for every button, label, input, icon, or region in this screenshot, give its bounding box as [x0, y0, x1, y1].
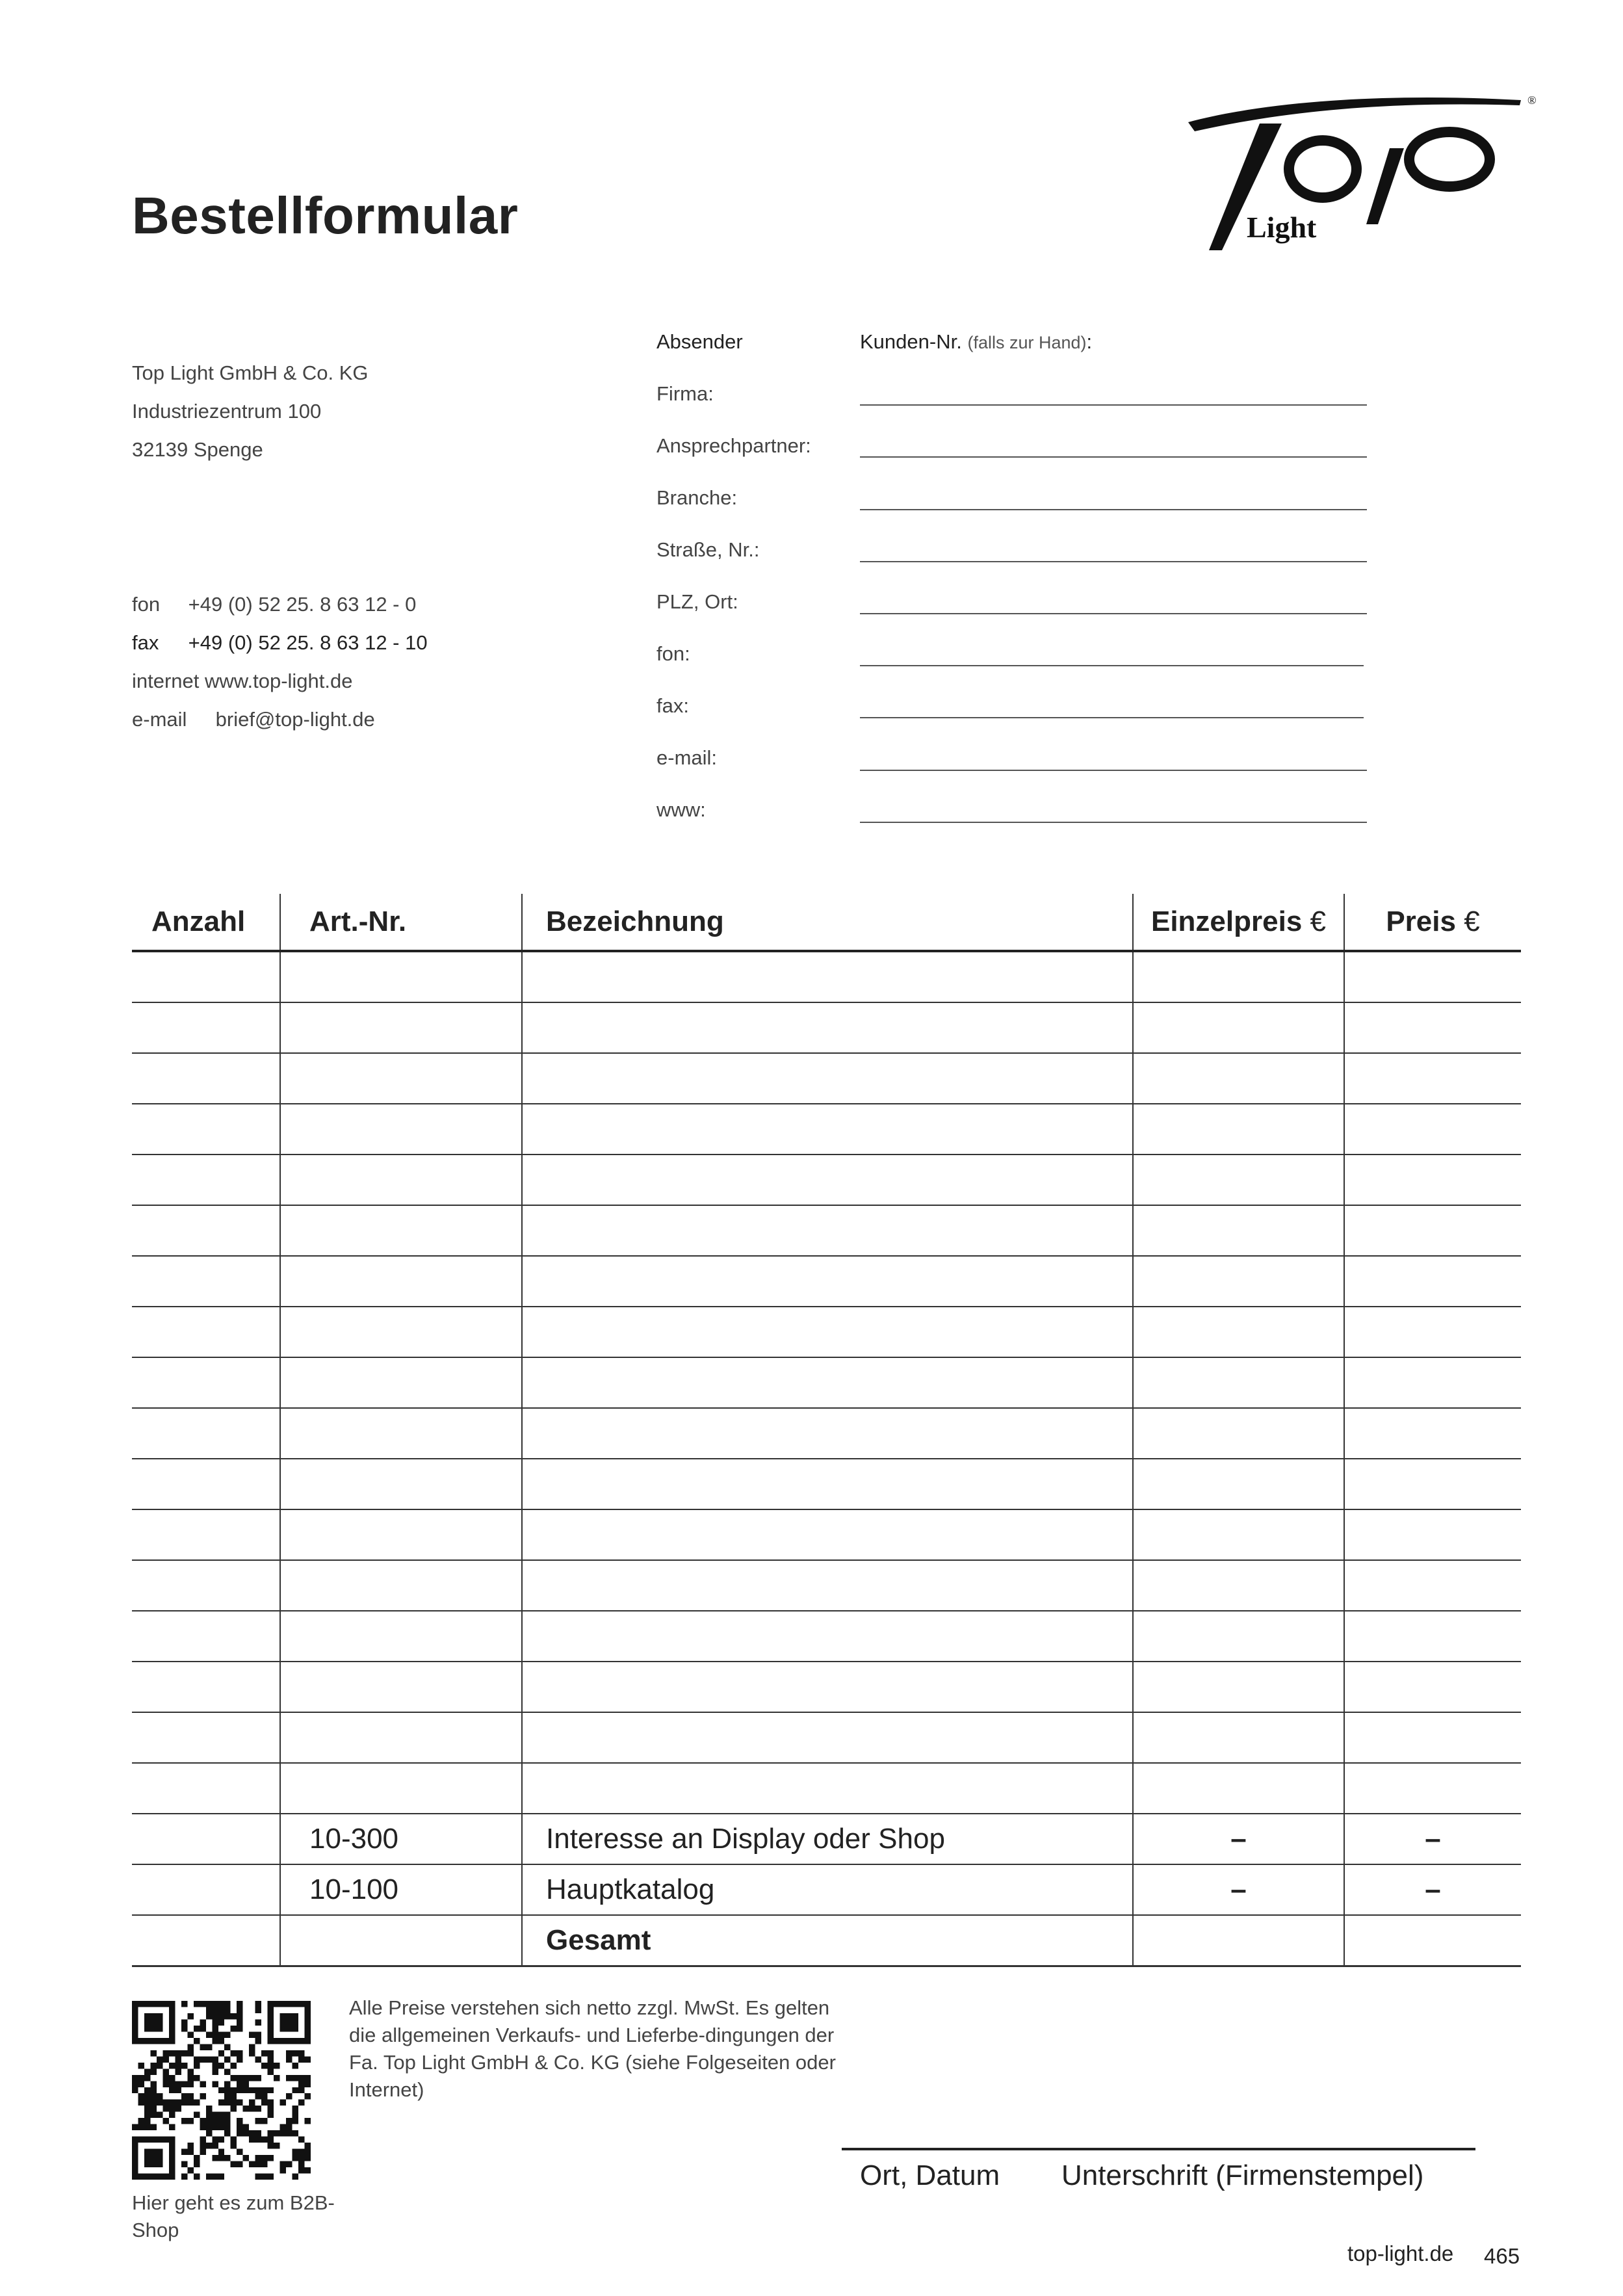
cell-artnr[interactable] — [280, 1509, 522, 1560]
contact-value: +49 (0) 52 25. 8 63 12 - 10 — [188, 631, 428, 654]
cell-artnr[interactable] — [280, 1459, 522, 1509]
cell-artnr[interactable] — [280, 1053, 522, 1104]
cell-artnr[interactable] — [280, 1763, 522, 1814]
cell-einzelpreis[interactable] — [1133, 1205, 1344, 1256]
cell-einzelpreis[interactable] — [1133, 1712, 1344, 1763]
contact-value: brief@top-light.de — [215, 708, 375, 731]
contact-fon — [132, 593, 416, 616]
table-row — [132, 1611, 1521, 1662]
contact-key: internet — [132, 670, 200, 692]
table-row — [132, 1459, 1521, 1509]
cell-preis[interactable] — [1344, 1459, 1521, 1509]
cell-preis[interactable] — [1344, 1509, 1521, 1560]
cell-preis[interactable] — [1344, 1560, 1521, 1611]
customer-no-label — [860, 330, 1092, 354]
table-row — [132, 1053, 1521, 1104]
euro-sign: € — [1310, 906, 1327, 937]
cell-preis[interactable] — [1344, 1256, 1521, 1307]
cell-bezeichnung[interactable] — [522, 1357, 1133, 1408]
contact-internet — [132, 670, 352, 693]
cell-anzahl — [132, 1915, 280, 1966]
cell-einzelpreis: – — [1133, 1864, 1344, 1915]
cell-bezeichnung[interactable] — [522, 1509, 1133, 1560]
cell-anzahl[interactable] — [132, 1155, 280, 1205]
table-header-row — [132, 894, 1521, 951]
cell-bezeichnung[interactable] — [522, 1002, 1133, 1053]
cell-preis[interactable] — [1344, 1662, 1521, 1712]
table-row — [132, 1002, 1521, 1053]
header-anzahl: Anzahl — [132, 894, 280, 951]
cell-anzahl[interactable] — [132, 1864, 280, 1915]
logo-sub: Light — [1247, 211, 1317, 244]
field-line-branche[interactable] — [860, 509, 1367, 510]
cell-preis: – — [1344, 1814, 1521, 1864]
cell-artnr[interactable] — [280, 1408, 522, 1459]
cell-artnr[interactable] — [280, 951, 522, 1002]
cell-anzahl[interactable] — [132, 1104, 280, 1155]
cell-einzelpreis[interactable] — [1133, 1155, 1344, 1205]
field-label-email: e-mail: — [656, 746, 718, 769]
total-value[interactable] — [1344, 1915, 1521, 1966]
field-line-www[interactable] — [860, 822, 1367, 823]
cell-anzahl[interactable] — [132, 1307, 280, 1357]
table-row — [132, 1205, 1521, 1256]
field-label-plz-ort: PLZ, Ort: — [656, 590, 738, 613]
cell-einzelpreis — [1133, 1915, 1344, 1966]
field-label-www: www: — [656, 798, 706, 821]
qr-caption: Hier geht es zum B2B-Shop — [132, 2191, 335, 2241]
cell-einzelpreis[interactable] — [1133, 1357, 1344, 1408]
cell-anzahl[interactable] — [132, 951, 280, 1002]
cell-anzahl[interactable] — [132, 1712, 280, 1763]
contact-value: +49 (0) 52 25. 8 63 12 - 0 — [188, 593, 417, 616]
cell-anzahl[interactable] — [132, 1357, 280, 1408]
cell-anzahl[interactable] — [132, 1560, 280, 1611]
signature-label: Unterschrift (Firmenstempel) — [1061, 2159, 1424, 2191]
cell-preis[interactable] — [1344, 1611, 1521, 1662]
cell-bezeichnung[interactable] — [522, 1205, 1133, 1256]
cell-preis[interactable] — [1344, 1155, 1521, 1205]
contact-value: www.top-light.de — [205, 670, 353, 692]
cell-artnr[interactable] — [280, 1357, 522, 1408]
cell-artnr[interactable] — [280, 1712, 522, 1763]
cell-bezeichnung: Interesse an Display oder Shop — [522, 1814, 1133, 1864]
table-row — [132, 1155, 1521, 1205]
table-row — [132, 1712, 1521, 1763]
cell-preis[interactable] — [1344, 951, 1521, 1002]
header-einzelpreis-label: Einzelpreis — [1150, 906, 1303, 937]
cell-bezeichnung[interactable] — [522, 1155, 1133, 1205]
top-light-logo — [1183, 85, 1537, 254]
signature-line[interactable] — [842, 2148, 1475, 2150]
cell-artnr: 10-300 — [280, 1814, 522, 1864]
company-city: 32139 Spenge — [132, 438, 263, 461]
table-row — [132, 1560, 1521, 1611]
euro-sign: € — [1464, 906, 1480, 937]
cell-artnr[interactable] — [280, 1205, 522, 1256]
cell-anzahl[interactable] — [132, 1662, 280, 1712]
cell-preis[interactable] — [1344, 1763, 1521, 1814]
customer-no-hint: (falls zur Hand) — [967, 333, 1087, 352]
cell-anzahl[interactable] — [132, 1509, 280, 1560]
page-title: Bestellformular — [132, 187, 519, 244]
cell-artnr[interactable] — [280, 1307, 522, 1357]
cell-bezeichnung[interactable] — [522, 1712, 1133, 1763]
cell-artnr[interactable] — [280, 1560, 522, 1611]
cell-bezeichnung[interactable] — [522, 1307, 1133, 1357]
cell-anzahl[interactable] — [132, 1459, 280, 1509]
contact-fax — [132, 631, 428, 655]
cell-artnr[interactable] — [280, 1611, 522, 1662]
table-row — [132, 1662, 1521, 1712]
company-name: Top Light GmbH & Co. KG — [132, 361, 369, 384]
cell-artnr — [280, 1915, 522, 1966]
cell-bezeichnung[interactable] — [522, 1256, 1133, 1307]
cell-einzelpreis[interactable] — [1133, 1408, 1344, 1459]
field-line-strasse[interactable] — [860, 561, 1367, 562]
cell-artnr[interactable] — [280, 1256, 522, 1307]
contact-key: fax — [132, 631, 159, 654]
contact-email — [132, 708, 375, 731]
cell-einzelpreis: – — [1133, 1814, 1344, 1864]
cell-artnr[interactable] — [280, 1155, 522, 1205]
cell-einzelpreis[interactable] — [1133, 1256, 1344, 1307]
field-label-ansprechpartner: Ansprechpartner: — [656, 434, 811, 457]
cell-anzahl[interactable] — [132, 1053, 280, 1104]
cell-anzahl[interactable] — [132, 1205, 280, 1256]
cell-artnr[interactable] — [280, 1104, 522, 1155]
cell-einzelpreis[interactable] — [1133, 1611, 1344, 1662]
fixed-row-katalog — [132, 1864, 1521, 1915]
field-label-firma: Firma: — [656, 382, 714, 405]
company-street: Industriezentrum 100 — [132, 400, 322, 423]
table-row — [132, 1509, 1521, 1560]
place-date-label: Ort, Datum — [860, 2159, 1000, 2191]
sender-heading: Absender — [656, 330, 743, 353]
cell-preis: – — [1344, 1864, 1521, 1915]
table-row — [132, 1357, 1521, 1408]
table-row — [132, 1256, 1521, 1307]
cell-einzelpreis[interactable] — [1133, 1509, 1344, 1560]
customer-no-colon: : — [1086, 330, 1093, 353]
header-einzelpreis — [1133, 894, 1344, 951]
cell-preis[interactable] — [1344, 1408, 1521, 1459]
cell-einzelpreis[interactable] — [1133, 1560, 1344, 1611]
cell-bezeichnung[interactable] — [522, 1459, 1133, 1509]
table-row — [132, 1763, 1521, 1814]
cell-anzahl[interactable] — [132, 1814, 280, 1864]
field-label-fax: fax: — [656, 694, 689, 717]
table-row — [132, 1104, 1521, 1155]
cell-anzahl[interactable] — [132, 1408, 280, 1459]
field-label-fon: fon: — [656, 642, 690, 665]
customer-no-text: Kunden-Nr. — [860, 330, 962, 353]
field-label-strasse: Straße, Nr.: — [656, 538, 760, 561]
cell-anzahl[interactable] — [132, 1002, 280, 1053]
fixed-row-display — [132, 1814, 1521, 1864]
cell-artnr: 10-100 — [280, 1864, 522, 1915]
header-preis — [1344, 894, 1521, 951]
cell-einzelpreis[interactable] — [1133, 1459, 1344, 1509]
header-artnr: Art.-Nr. — [280, 894, 522, 951]
cell-bezeichnung: Hauptkatalog — [522, 1864, 1133, 1915]
field-line-plz-ort[interactable] — [860, 613, 1367, 614]
cell-anzahl[interactable] — [132, 1611, 280, 1662]
cell-einzelpreis[interactable] — [1133, 1104, 1344, 1155]
qr-code[interactable] — [132, 2001, 311, 2180]
contact-key: fon — [132, 593, 161, 616]
total-row — [132, 1915, 1521, 1966]
field-line-email[interactable] — [860, 770, 1367, 771]
order-table — [132, 894, 1521, 1967]
cell-bezeichnung[interactable] — [522, 1560, 1133, 1611]
field-line-fax[interactable] — [860, 717, 1364, 718]
footer-url[interactable]: top-light.de — [1347, 2241, 1454, 2265]
cell-einzelpreis[interactable] — [1133, 1307, 1344, 1357]
field-line-fon[interactable] — [860, 665, 1364, 666]
page-number: 465 — [1484, 2244, 1520, 2268]
cell-bezeichnung[interactable] — [522, 1408, 1133, 1459]
table-row — [132, 1307, 1521, 1357]
cell-anzahl[interactable] — [132, 1763, 280, 1814]
field-line-firma[interactable] — [860, 404, 1367, 406]
cell-einzelpreis[interactable] — [1133, 1002, 1344, 1053]
cell-preis[interactable] — [1344, 1357, 1521, 1408]
cell-einzelpreis[interactable] — [1133, 951, 1344, 1002]
cell-einzelpreis[interactable] — [1133, 1053, 1344, 1104]
header-bezeichnung: Bezeichnung — [522, 894, 1133, 951]
cell-bezeichnung[interactable] — [522, 1662, 1133, 1712]
terms-note: Alle Preise verstehen sich netto zzgl. MwSt. Es gelten die allgemeinen Verkaufs- und Lieferbe-dingungen der Fa. Top Light GmbH & Co. KG (siehe Folgeseiten oder Internet) — [349, 1996, 836, 2101]
contact-key: e-mail — [132, 708, 187, 731]
cell-bezeichnung[interactable] — [522, 1763, 1133, 1814]
cell-preis[interactable] — [1344, 1205, 1521, 1256]
cell-bezeichnung[interactable] — [522, 1104, 1133, 1155]
cell-preis[interactable] — [1344, 1712, 1521, 1763]
cell-bezeichnung[interactable] — [522, 1611, 1133, 1662]
cell-bezeichnung[interactable] — [522, 951, 1133, 1002]
table-row — [132, 1408, 1521, 1459]
cell-preis[interactable] — [1344, 1104, 1521, 1155]
cell-anzahl[interactable] — [132, 1256, 280, 1307]
cell-artnr[interactable] — [280, 1002, 522, 1053]
field-label-branche: Branche: — [656, 486, 738, 509]
cell-preis[interactable] — [1344, 1002, 1521, 1053]
cell-preis[interactable] — [1344, 1053, 1521, 1104]
cell-artnr[interactable] — [280, 1662, 522, 1712]
table-row — [132, 951, 1521, 1002]
cell-einzelpreis[interactable] — [1133, 1662, 1344, 1712]
table-body — [132, 951, 1521, 1966]
field-line-ansprechpartner[interactable] — [860, 456, 1367, 458]
cell-einzelpreis[interactable] — [1133, 1763, 1344, 1814]
total-label: Gesamt — [522, 1915, 1133, 1966]
cell-preis[interactable] — [1344, 1307, 1521, 1357]
cell-bezeichnung[interactable] — [522, 1053, 1133, 1104]
header-preis-label: Preis — [1386, 906, 1456, 937]
registered-mark: ® — [1527, 94, 1537, 107]
